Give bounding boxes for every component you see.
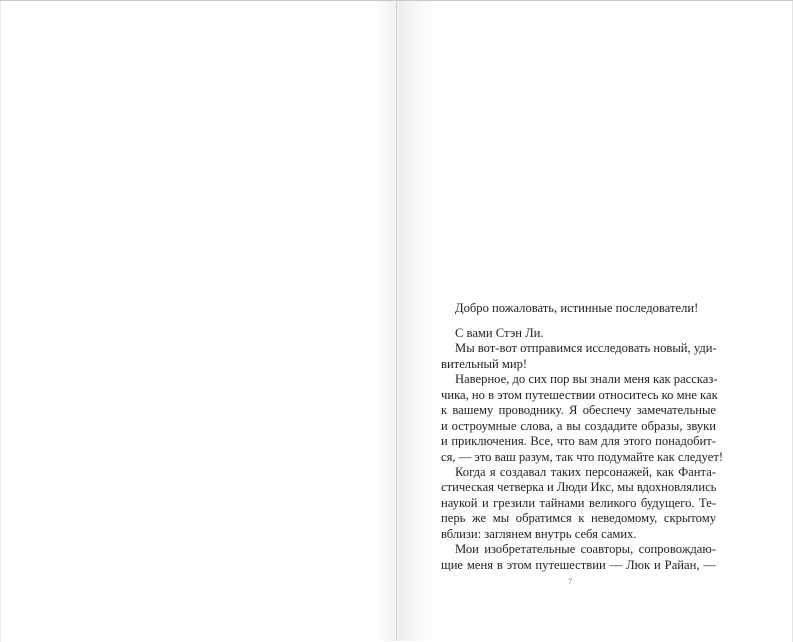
left-page [0, 1, 396, 641]
text-line: Когда я создавал таких персонажей, как Фанта- [455, 465, 716, 480]
text-line: перь же мы обратимся к неведомому, скрытому [441, 511, 716, 526]
text-line: и приключения. Все, что вам для этого понадобит- [441, 434, 716, 449]
page-body-text [441, 301, 724, 573]
text-line: С вами Стэн Ли. [455, 325, 544, 340]
text-line: Мои изобретательные соавторы, сопровождаю- [455, 542, 716, 557]
text-line: щие меня в этом путешествии — Люк и Райан, — [441, 557, 716, 572]
text-line: Мы вот-вот отправимся исследовать новый, уди- [455, 341, 717, 356]
text-line: ся, — это ваш разум, так что подумайте как следует! [441, 449, 724, 464]
text-line: к вашему проводнику. Я обеспечу замечательные [441, 403, 716, 418]
text-line: вблизи: заглянем внутрь себя самих. [441, 526, 637, 541]
text-line: чика, но в этом путешествии относитесь ко мне как [441, 387, 718, 402]
page-number: 7 [568, 577, 572, 586]
text-line: наукой и грезили тайнами великого будущего. Те- [441, 495, 716, 510]
text-line: Наверное, до сих пор вы знали меня как рассказ- [455, 372, 718, 387]
text-line: вительный мир! [441, 356, 528, 371]
text-line: и остроумные слова, а вы создадите образы, звуки [441, 418, 716, 433]
greeting-heading: Добро пожаловать, истинные последователи! [455, 301, 699, 315]
book-spine [396, 0, 397, 641]
text-line: стическая четверка и Люди Икс, мы вдохновлялись [441, 480, 717, 495]
